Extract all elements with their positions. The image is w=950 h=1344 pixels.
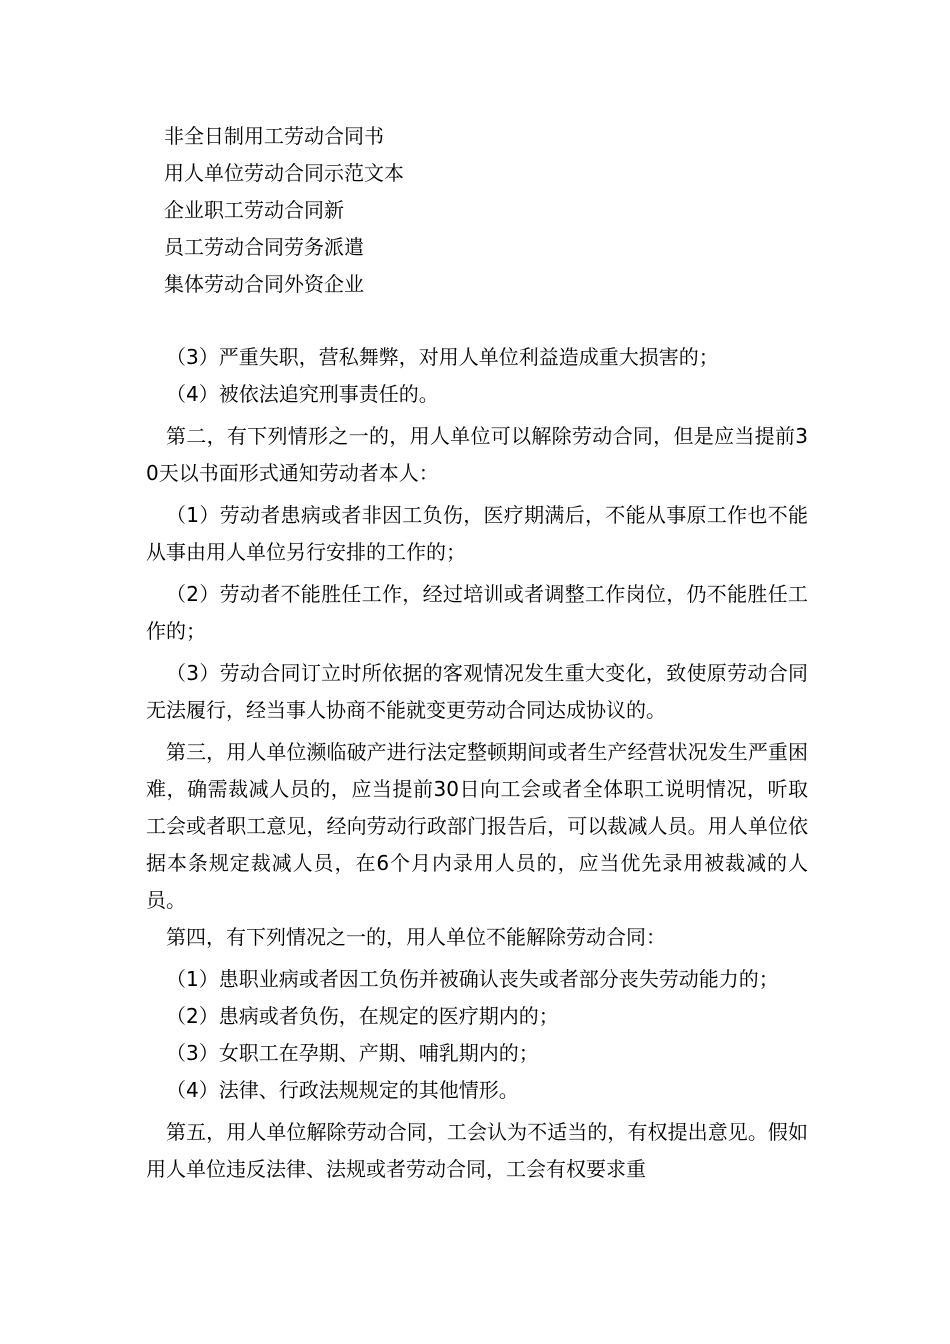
paragraph: （3）女职工在孕期、产期、哺乳期内的；	[166, 1041, 539, 1065]
paragraph: 第二，有下列情形之一的，用人单位可以解除劳动合同，但是应当提前30天以书面形式通知劳动者本人：	[146, 424, 808, 485]
paragraph: 第三，用人单位濒临破产进行法定整顿期间或者生产经营状况发生严重困难，确需裁减人员的，应当提前30日向工会或者全体职工说明情况，听取工会或者职工意见，经向劳动行政部门报告后，可以裁减人员。用人单位依据本条规定裁减人员，在6个月内录用人员的，应当优先录用被裁减的人员。	[146, 740, 808, 912]
paragraph: 第四，有下列情况之一的，用人单位不能解除劳动合同：	[166, 925, 666, 949]
related-link[interactable]: 企业职工劳动合同新	[164, 198, 344, 222]
paragraph: （3）严重失职，营私舞弊，对用人单位利益造成重大损害的；	[166, 345, 719, 369]
paragraph: （1）劳动者患病或者非因工负伤，医疗期满后，不能从事原工作也不能从事由用人单位另行安排的工作的；	[146, 503, 808, 564]
paragraph: （4）被依法追究刑事责任的。	[166, 382, 439, 406]
related-link[interactable]: 用人单位劳动合同示范文本	[164, 161, 404, 185]
related-link[interactable]: 集体劳动合同外资企业	[164, 272, 364, 296]
paragraph: （4）法律、行政法规规定的其他情形。	[166, 1078, 519, 1102]
related-link[interactable]: 非全日制用工劳动合同书	[164, 124, 384, 148]
related-links-list	[164, 118, 404, 303]
related-link[interactable]: 员工劳动合同劳务派遣	[164, 235, 364, 259]
paragraph: （3）劳动合同订立时所依据的客观情况发生重大变化，致使原劳动合同无法履行，经当事人协商不能就变更劳动合同达成协议的。	[146, 661, 808, 722]
document-body	[146, 339, 808, 1188]
paragraph: （2）劳动者不能胜任工作，经过培训或者调整工作岗位，仍不能胜任工作的；	[146, 582, 808, 643]
paragraph: 第五，用人单位解除劳动合同，工会认为不适当的，有权提出意见。假如用人单位违反法律、法规或者劳动合同，工会有权要求重	[146, 1120, 808, 1181]
paragraph: （1）患职业病或者因工负伤并被确认丧失或者部分丧失劳动能力的；	[166, 967, 779, 991]
paragraph: （2）患病或者负伤，在规定的医疗期内的；	[166, 1004, 559, 1028]
